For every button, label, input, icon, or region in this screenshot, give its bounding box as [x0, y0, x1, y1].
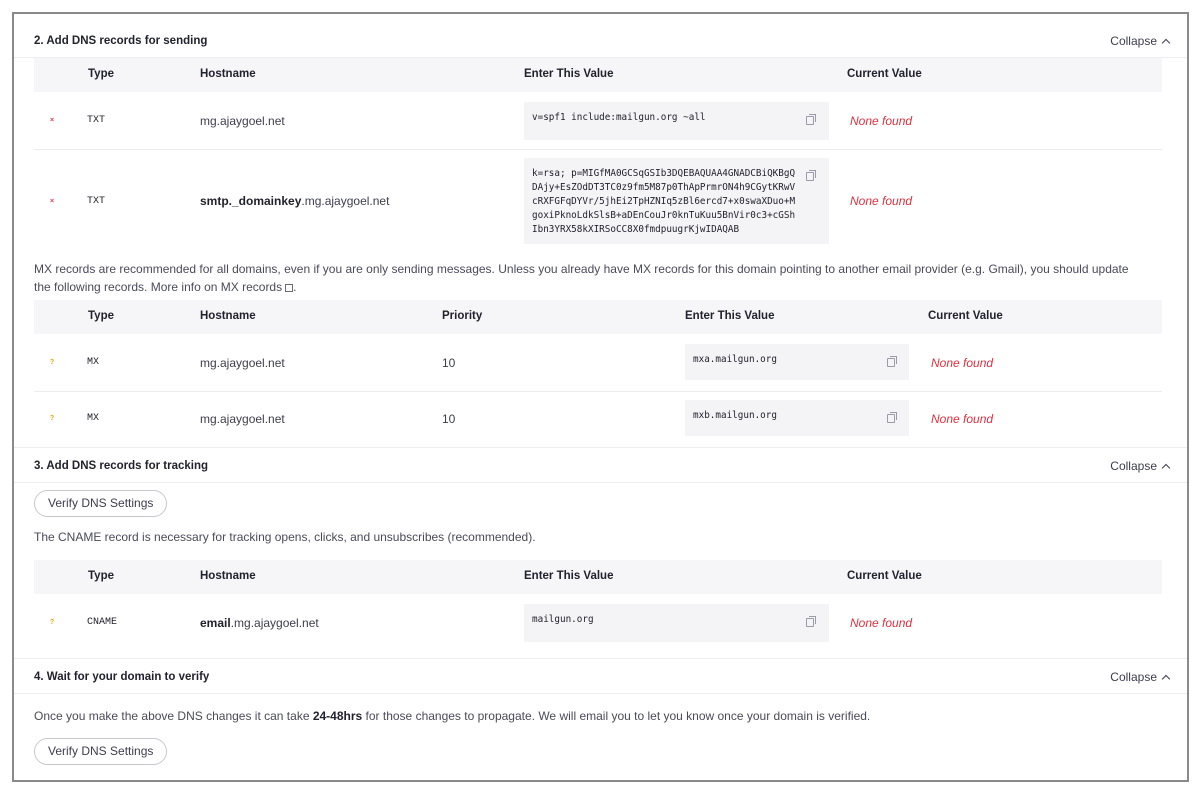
record-type: CNAME: [87, 617, 118, 628]
current-value: None found: [850, 616, 913, 630]
section-divider: [14, 658, 1187, 659]
section-tracking-title: 3. Add DNS records for tracking: [34, 460, 209, 472]
copy-icon[interactable]: [806, 618, 814, 627]
column-header-hostname: Hostname: [200, 68, 256, 80]
section-sending-title: 2. Add DNS records for sending: [34, 35, 208, 47]
mx-table-header: [34, 300, 1162, 334]
column-header-type: Type: [88, 68, 114, 80]
column-header-hostname: Hostname: [200, 570, 256, 582]
chevron-up-icon: [1162, 674, 1170, 682]
record-hostname: mg.ajaygoel.net: [200, 114, 285, 128]
column-header-type: Type: [88, 310, 114, 322]
propagation-info-text: Once you make the above DNS changes it can take 24-48hrs for those changes to propagate. We will email you to let you know once your domain is verified.: [34, 709, 871, 723]
collapse-sending-button[interactable]: [1110, 34, 1169, 48]
warning-status-icon: ?: [49, 415, 55, 422]
collapse-verify-button[interactable]: [1110, 670, 1169, 684]
record-value: mailgun.org: [532, 614, 594, 625]
column-header-type: Type: [88, 570, 114, 582]
collapse-label: Collapse: [1110, 670, 1157, 684]
verify-dns-button[interactable]: Verify DNS Settings: [34, 490, 167, 517]
current-value: None found: [931, 356, 994, 370]
copy-icon[interactable]: [887, 414, 895, 423]
warning-status-icon: ?: [49, 619, 55, 626]
dns-setup-panel: [12, 12, 1189, 782]
record-value-box[interactable]: [524, 604, 829, 642]
record-type: MX: [87, 413, 100, 424]
collapse-label: Collapse: [1110, 459, 1157, 473]
record-value-box[interactable]: [685, 400, 909, 436]
record-value: v=spf1 include:mailgun.org ~all: [532, 112, 706, 123]
cname-info-text: The CNAME record is necessary for tracking opens, clicks, and unsubscribes (recommended).: [34, 530, 536, 544]
current-value: None found: [850, 194, 913, 208]
record-priority: 10: [442, 356, 456, 370]
record-type: TXT: [87, 115, 106, 126]
record-value-box[interactable]: [524, 158, 829, 244]
column-header-current: Current Value: [847, 68, 922, 80]
column-header-value: Enter This Value: [524, 570, 614, 582]
record-value: mxa.mailgun.org: [693, 354, 777, 365]
record-hostname: mg.ajaygoel.net: [200, 356, 285, 370]
collapse-tracking-button[interactable]: [1110, 459, 1169, 473]
copy-icon[interactable]: [806, 116, 814, 125]
column-header-current: Current Value: [847, 570, 922, 582]
current-value: None found: [850, 114, 913, 128]
record-type: TXT: [87, 196, 106, 207]
section-verify-title: 4. Wait for your domain to verify: [34, 671, 210, 683]
mx-info-text: MX records are recommended for all domains, even if you are only sending messages. Unless you already have MX records for this domain pointing to another email provider (e.g. Gmail), you should update the following records. More info on MX records .: [34, 262, 1129, 294]
record-hostname: email.mg.ajaygoel.net: [200, 616, 319, 630]
record-value: k=rsa; p=MIGfMA0GCSqGSIb3DQEBAQUAA4GNADCBiQKBgQ DAjy+EsZOdDT3TC0z9fm5M87p0ThApPrmrON4h9CGytKRwV cRXFGFqDYVr/5jhEi2TpHZNIq5zBl6ercd7+x0swaXDuo+M goxiPknoLdkSlsB+aDEnCouJr0knTuKuu5BnVir0c3+cGSh Ibn3YRX58kXIRSoCC8X0fmdpuugrKjwIDAQAB: [532, 168, 796, 235]
row-divider: [34, 391, 1162, 392]
chevron-up-icon: [1162, 38, 1170, 46]
record-priority: 10: [442, 412, 456, 426]
section-divider: [14, 447, 1187, 448]
tracking-table-header: [34, 560, 1162, 594]
error-status-icon: ×: [49, 198, 55, 205]
record-hostname: smtp._domainkey.mg.ajaygoel.net: [200, 194, 390, 208]
error-status-icon: ×: [49, 117, 55, 124]
collapse-label: Collapse: [1110, 34, 1157, 48]
record-value-box[interactable]: [524, 102, 829, 140]
warning-status-icon: ?: [49, 359, 55, 366]
current-value: None found: [931, 412, 994, 426]
record-hostname: mg.ajaygoel.net: [200, 412, 285, 426]
row-divider: [34, 149, 1162, 150]
section-divider: [14, 693, 1187, 694]
record-type: MX: [87, 357, 100, 368]
column-header-priority: Priority: [442, 310, 483, 322]
column-header-value: Enter This Value: [685, 310, 775, 322]
verify-dns-button[interactable]: Verify DNS Settings: [34, 738, 167, 765]
copy-icon[interactable]: [887, 358, 895, 367]
column-header-current: Current Value: [928, 310, 1003, 322]
column-header-value: Enter This Value: [524, 68, 614, 80]
sending-table-header: [34, 58, 1162, 92]
record-value: mxb.mailgun.org: [693, 410, 777, 421]
column-header-hostname: Hostname: [200, 310, 256, 322]
chevron-up-icon: [1162, 463, 1170, 471]
record-value-box[interactable]: [685, 344, 909, 380]
external-link-icon[interactable]: [285, 284, 293, 292]
copy-icon[interactable]: [806, 172, 814, 181]
section-divider: [14, 482, 1187, 483]
